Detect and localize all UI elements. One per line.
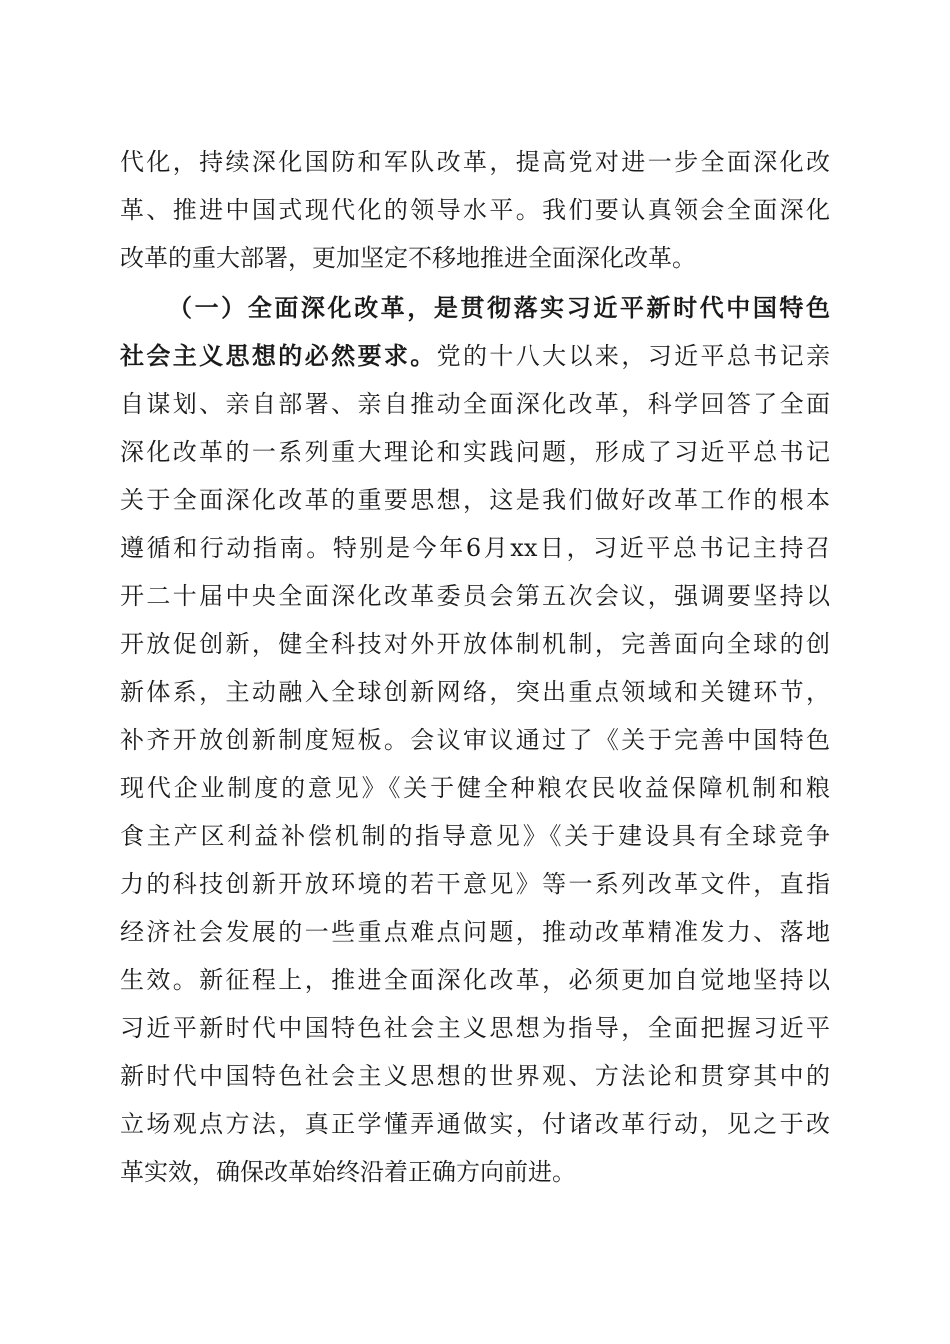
paragraph2-line-11: 现代企业制度的意见》《关于健全种粮农民收益保障机制和粮 [120,774,830,802]
paragraph2-line-17: 新时代中国特色社会主义思想的世界观、方法论和贯穿其中的 [120,1062,830,1090]
paragraph2-line-5: 关于全面深化改革的重要思想，这是我们做好改革工作的根本 [120,486,830,514]
section-heading-line-1: （一）全面深化改革，是贯彻落实习近平新时代中国特色 [168,293,830,322]
paragraph2-line-15: 生效。新征程上，推进全面深化改革，必须更加自觉地坚持以 [120,966,830,994]
paragraph2-line-3: 自谋划、亲自部署、亲自推动全面深化改革，科学回答了全面 [120,390,830,418]
paragraph2-line-7: 开二十届中央全面深化改革委员会第五次会议，强调要坚持以 [120,582,830,610]
paragraph1-line-3: 改革的重大部署，更加坚定不移地推进全面深化改革。 [120,244,696,272]
section-heading-line-2: 社会主义思想的必然要求。 [120,341,437,370]
paragraph1-line-2: 革、推进中国式现代化的领导水平。我们要认真领会全面深化 [120,196,830,224]
paragraph2-line-13: 力的科技创新开放环境的若干意见》等一系列改革文件，直指 [120,870,830,898]
paragraph2-line-14: 经济社会发展的一些重点难点问题，推动改革精准发力、落地 [120,918,830,946]
paragraph2-line-8: 开放促创新，健全科技对外开放体制机制，完善面向全球的创 [120,630,830,658]
paragraph2-line-12: 食主产区利益补偿机制的指导意见》《关于建设具有全球竞争 [120,822,830,850]
paragraph1-line-1: 代化，持续深化国防和军队改革，提高党对进一步全面深化改 [120,148,830,176]
paragraph2-line-2 [120,336,830,376]
paragraph2-line-6: 遵循和行动指南。特别是今年6月xx日，习近平总书记主持召 [120,534,830,562]
paragraph2-line-19: 革实效，确保改革始终沿着正确方向前进。 [120,1158,576,1186]
paragraph2-line-2-rest: 党的十八大以来，习近平总书记亲 [436,342,831,370]
paragraph2-line-18: 立场观点方法，真正学懂弄通做实，付诸改革行动，见之于改 [120,1110,830,1138]
paragraph2-line-16: 习近平新时代中国特色社会主义思想为指导，全面把握习近平 [120,1014,830,1042]
paragraph2-line-9: 新体系，主动融入全球创新网络，突出重点领域和关键环节， [120,678,830,706]
paragraph2-line-4: 深化改革的一系列重大理论和实践问题，形成了习近平总书记 [120,438,830,466]
paragraph2-line-10: 补齐开放创新制度短板。会议审议通过了《关于完善中国特色 [120,726,830,754]
